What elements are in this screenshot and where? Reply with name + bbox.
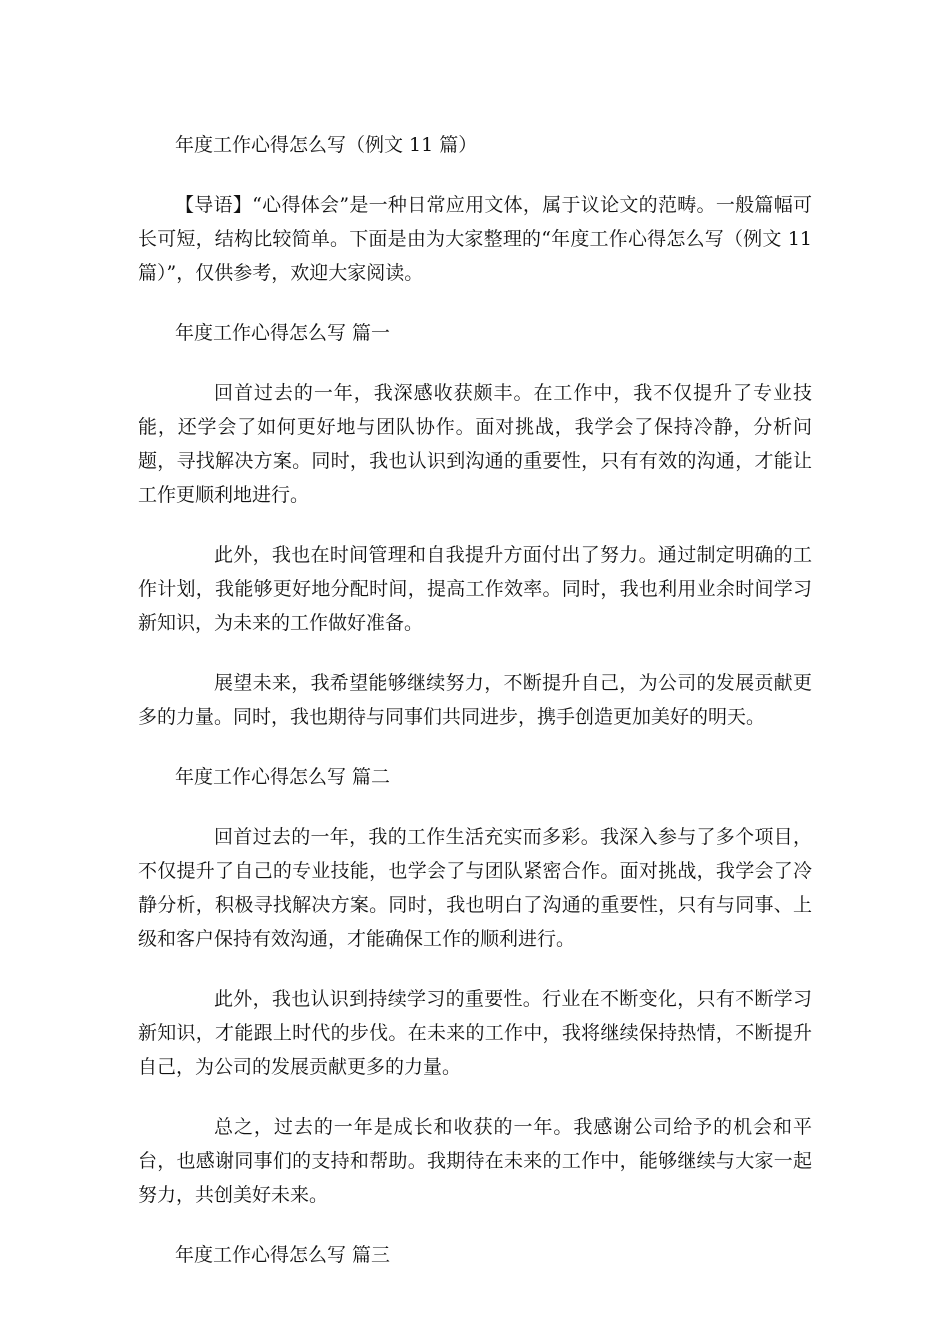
section-paragraph: 此外，我也认识到持续学习的重要性。行业在不断变化，只有不断学习新知识，才能跟上时代的步伐。在未来的工作中，我将继续保持热情，不断提升自己，为公司的发展贡献更多的力量。	[138, 988, 812, 1078]
section-paragraph: 展望未来，我希望能够继续努力，不断提升自己，为公司的发展贡献更多的力量。同时，我也期待与同事们共同进步，携手创造更加美好的明天。	[138, 672, 812, 728]
section-1	[138, 316, 812, 734]
document-title: 年度工作心得怎么写（例文 11 篇）	[175, 134, 478, 156]
section-heading: 年度工作心得怎么写 篇三	[175, 1244, 391, 1266]
section-heading: 年度工作心得怎么写 篇一	[175, 322, 391, 344]
section-paragraph: 总之，过去的一年是成长和收获的一年。我感谢公司给予的机会和平台，也感谢同事们的支持和帮助。我期待在未来的工作中，能够继续与大家一起努力，共创美好未来。	[138, 1116, 812, 1206]
document-page	[138, 128, 812, 1298]
intro-paragraph: 【导语】“心得体会”是一种日常应用文体，属于议论文的范畴。一般篇幅可长可短，结构比较简单。下面是由为大家整理的“年度工作心得怎么写（例文 11 篇）”，仅供参考，欢迎大家阅读。	[138, 194, 812, 284]
section-paragraph: 此外，我也在时间管理和自我提升方面付出了努力。通过制定明确的工作计划，我能够更好地分配时间，提高工作效率。同时，我也利用业余时间学习新知识，为未来的工作做好准备。	[138, 544, 812, 634]
section-paragraph: 回首过去的一年，我深感收获颇丰。在工作中，我不仅提升了专业技能，还学会了如何更好地与团队协作。面对挑战，我学会了保持冷静，分析问题，寻找解决方案。同时，我也认识到沟通的重要性，只有有效的沟通，才能让工作更顺利地进行。	[138, 382, 812, 506]
section-heading: 年度工作心得怎么写 篇二	[175, 766, 391, 788]
section-paragraph: 回首过去的一年，我的工作生活充实而多彩。我深入参与了多个项目，不仅提升了自己的专业技能，也学会了与团队紧密合作。面对挑战，我学会了冷静分析，积极寻找解决方案。同时，我也明白了沟通的重要性，只有与同事、上级和客户保持有效沟通，才能确保工作的顺利进行。	[138, 826, 812, 950]
section-3	[138, 1238, 812, 1272]
section-2	[138, 760, 812, 1212]
